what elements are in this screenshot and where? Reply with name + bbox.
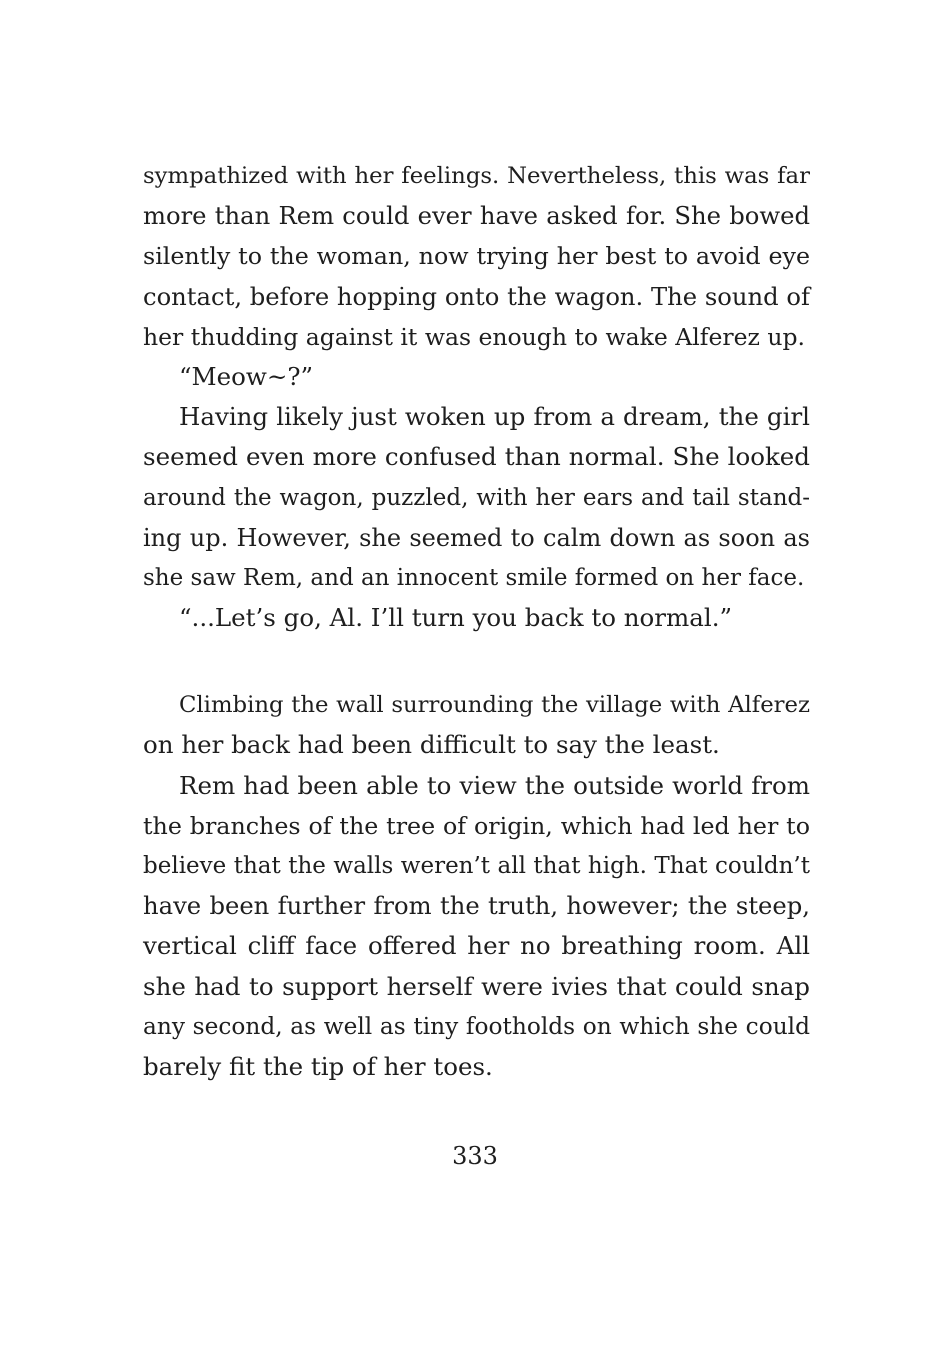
text-line: contact, before hopping onto the wagon. The sound of	[143, 281, 810, 311]
text-line: believe that the walls weren’t all that high. That couldn’t	[143, 853, 810, 879]
text-line: “Meow~?”	[179, 361, 314, 391]
text-line: she saw Rem, and an innocent smile formed on her face.	[143, 564, 805, 591]
text-line: Having likely just woken up from a dream, the girl	[179, 402, 810, 432]
paragraph	[143, 685, 810, 765]
text-line: her thudding against it was enough to wake Alferez up.	[143, 322, 805, 351]
text-line: silently to the woman, now trying her best to avoid eye	[143, 242, 810, 271]
text-line: any second, as well as tiny footholds on which she could	[143, 1012, 810, 1040]
text-line: she had to support herself were ivies that could snap	[143, 971, 810, 1001]
text-line: have been further from the truth, however; the steep,	[143, 891, 810, 921]
text-line: around the wagon, puzzled, with her ears and tail stand-	[143, 484, 810, 511]
text-line: Climbing the wall surrounding the village with Alferez	[179, 692, 810, 719]
text-line: vertical cliff face offered her no breathing room. All	[143, 931, 810, 961]
paragraph	[143, 156, 810, 357]
scene-break	[143, 638, 810, 685]
text-line: ing up. However, she seemed to calm down as soon as	[143, 523, 810, 552]
paragraph	[143, 397, 810, 598]
text-line: on her back had been difficult to say the least.	[143, 730, 720, 760]
text-line: sympathized with her feelings. Nevertheless, this was far	[143, 163, 810, 189]
page-number: 333	[452, 1142, 498, 1170]
text-line: more than Rem could ever have asked for. She bowed	[143, 201, 810, 231]
book-page-text	[143, 156, 810, 1087]
paragraph	[143, 357, 810, 397]
text-line: seemed even more confused than normal. She looked	[143, 442, 810, 472]
text-line: the branches of the tree of origin, which had led her to	[143, 811, 810, 840]
text-line: “...Let’s go, Al. I’ll turn you back to normal.”	[179, 603, 733, 633]
text-line: barely fit the tip of her toes.	[143, 1051, 493, 1081]
text-line: Rem had been able to view the outside world from	[179, 770, 810, 800]
paragraph	[143, 598, 810, 638]
paragraph	[143, 766, 810, 1088]
